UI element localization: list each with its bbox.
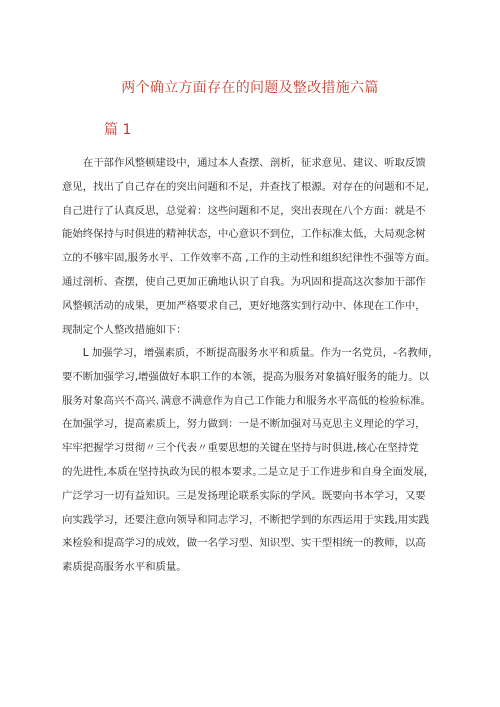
paragraph-line: 牢牢把握学习贯彻〃三个代表〃重要思想的关键在坚持与时俱进,核心在坚持党 (62, 442, 419, 455)
paragraph-line: 立的不够牢固,服务水平、工作效率不高 ,工作的主动性和组织纪律性不强等方面。 (62, 252, 436, 265)
paragraph-line: 服务对象高兴不高兴､满意不满意作为自己工作能力和服务水平高低的检验标准。 (62, 394, 431, 407)
paragraph-line: 意见，找出了自己存在的突出问题和不足，并查找了根源。对存在的问题和不足, (62, 180, 429, 193)
paragraph-line: 的先进性,本质在坚持执政为民的根本要求｡二是立足于工作进步和自身全面发展， (62, 465, 435, 478)
paragraph-line: 自己进行了认真反思，总觉着：这些问题和不足，突出表现在八个方面：就是不 (62, 204, 426, 217)
paragraph-1 (62, 152, 440, 342)
paragraph-line: 能始终保持与时俱进的精神状态，中心意识不到位，工作标准太低，大局观念树 (62, 228, 426, 241)
paragraph-line: 在加强学习，提高素质上，努力做到：一是不断加强对马克思主义理论的学习， (62, 418, 426, 431)
paragraph-2 (62, 342, 440, 580)
paragraph-line: 风整顿活动的成果，更加严格要求自己，更好地落实到行动中、体现在工作中， (62, 299, 426, 312)
paragraph-line: 现制定个人整改措施如下： (62, 323, 187, 336)
paragraph-line: 在干部作风整顿建设中，通过本人查摆、剖析，征求意见、建议、听取反馈 (62, 157, 426, 169)
paragraph-line: L 加强学习，增强素质，不断提高服务水平和质量。作为一名党员，-名教师， (62, 347, 439, 359)
section-heading: 篇 1 (104, 122, 132, 138)
paragraph-line: 向实践学习，还要注意向领导和同志学习，不断把学到的东西运用于实践,用实践 (62, 513, 429, 526)
document-title: 两个确立方面存在的问题及整改措施六篇 (121, 80, 379, 96)
paragraph-line: 要不断加强学习,增强做好本职工作的本领，提高为服务对象搞好服务的能力。以 (62, 370, 429, 383)
paragraph-line: 素质提高服务水平和质量。 (62, 561, 187, 574)
paragraph-line: 通过剖析、查摆，使自己更加正确地认识了自我。为巩固和提高这次参加干部作 (62, 275, 426, 288)
paragraph-line: 来检验和提高学习的成效，做一名学习型、知识型、实干型相统一的教师，以高 (62, 537, 426, 550)
paragraph-line: 广泛学习一切有益知识。三是发扬理论联系实际的学风。既要向书本学习，又要 (62, 489, 426, 502)
